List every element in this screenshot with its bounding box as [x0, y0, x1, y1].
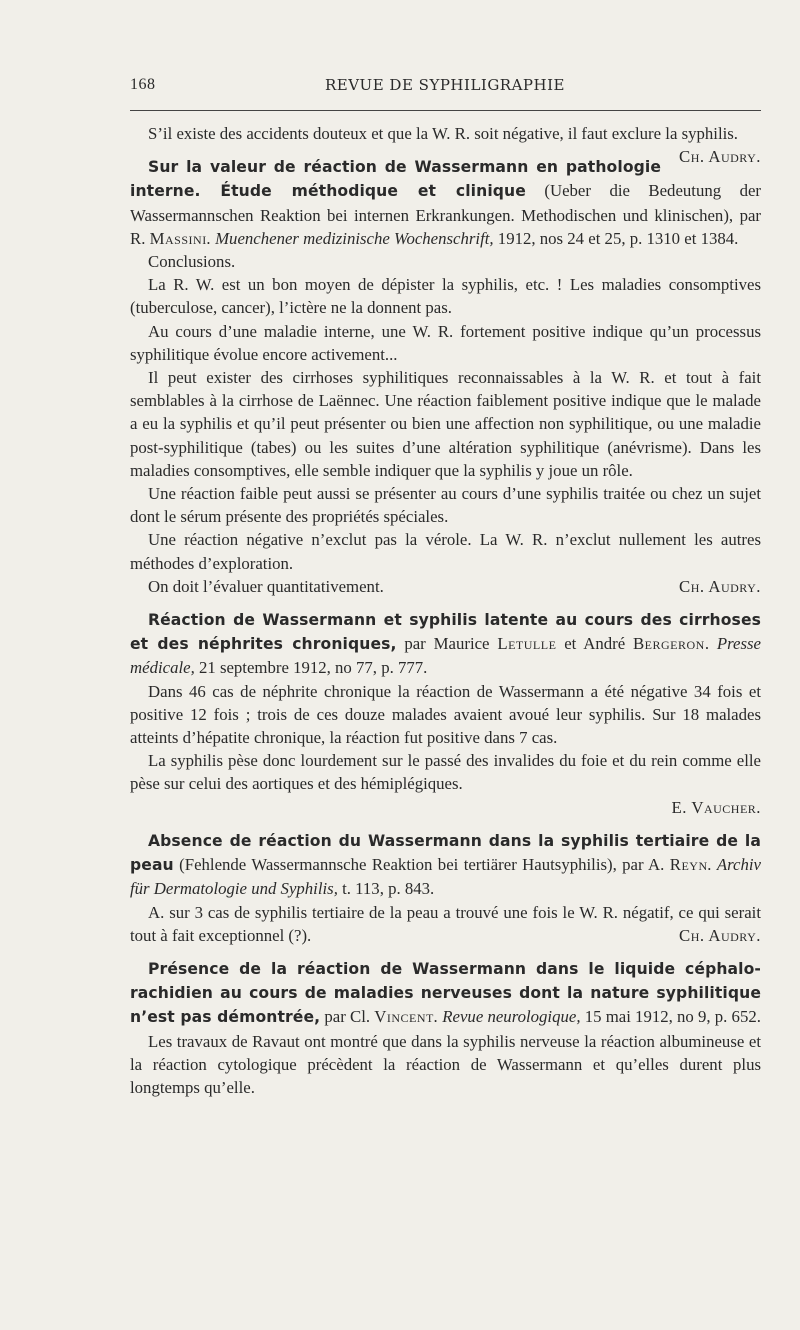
article-1-paragraph: Une réaction faible peut aussi se présenter au cours d’une syphilis traitée ou chez un sujet dont le sérum présente des propriétés spéciales.: [130, 484, 761, 527]
article-2-heading: [130, 608, 761, 680]
journal-title: REVUE DE SYPHILIGRAPHIE: [324, 76, 565, 94]
article-3-author: Reyn: [669, 855, 708, 875]
article-2-dot: .: [704, 634, 710, 654]
article-4-paragraph: Les travaux de Ravaut ont montré que dans la syphilis nerveuse la réaction albumineuse et la réaction cytologique précèdent la réaction de Wassermann et qu’elles durent plus longtemps qu’elle.: [130, 1031, 761, 1097]
article-4-author: Vincent: [374, 1007, 434, 1027]
article-1-paragraph: Une réaction négative n’exclut pas la vérole. La W. R. n’exclut nullement les autres méthodes d’exploration.: [130, 530, 761, 573]
article-4-by: par Cl.: [320, 1007, 375, 1027]
article-2-paragraph: Dans 46 cas de néphrite chronique la réaction de Wassermann a été négative 34 fois et positive 12 fois ; trois de ces douze malades avaient avoué leur syphilis. Sur 18 malades atteints d’hépatite chronique, la réaction fut positive dans 7 cas.: [130, 681, 761, 748]
article-2-journal: Presse médicale,: [130, 634, 761, 678]
article-1-author: Massini: [149, 228, 207, 248]
article-1-reference: 1912, nos 24 et 25, p. 1310 et 1384.: [493, 228, 739, 248]
article-3-title: Absence de réaction du Wassermann dans la syphilis tertiaire de la peau: [130, 831, 761, 875]
article-3-reference: t. 113, p. 843.: [337, 879, 435, 899]
article-2-by: par Maurice: [396, 634, 498, 654]
article-1-german-title: (Ueber die Bedeutung der Wassermannschen Reaktion bei internen Erkrankungen. Methodischen und klinischen), par: [130, 181, 762, 225]
article-4-journal: . Revue neurologique,: [433, 1007, 581, 1027]
article-4-title: Présence de la réaction de Wassermann dans le liquide céphalo-rachidien au cours de maladies nerveuses dont la nature syphilitique n’est pas démontrée,: [130, 959, 761, 1027]
article-1-paragraph: Au cours d’une maladie interne, une W. R. fortement positive indique qu’un processus syphilitique évolue encore activement...: [130, 321, 761, 364]
article-2-reference: 21 septembre 1912, no 77, p. 777.: [194, 658, 428, 678]
article-1-author-initial: R.: [130, 228, 150, 248]
article-1-paragraph: La R. W. est un bon moyen de dépister la syphilis, etc. ! Les maladies consomptives (tuberculose, cancer), l’ictère ne la donnent pas.: [130, 275, 761, 318]
article-2-signature: E. Vaucher.: [671, 797, 761, 817]
article-1-journal: . Muenchener medizinische Wochenschrift,: [206, 228, 494, 248]
article-1-paragraph: Il peut exister des cirrhoses syphilitiques reconnaissables à la W. R. et tout à fait semblables à la cirrhose de Laënnec. Une réaction faiblement positive indique que le malade a eu la syphilis et qu’il peut présenter ou bien une affection non syphilitique, ou une maladie post-syphilitique (tabes) ou les suites d’une altération syphilitique (anévrisme). Dans les maladies consomptives, elle semble indiquer que la syphilis y joue un rôle.: [130, 368, 761, 480]
article-3-text: A. sur 3 cas de syphilis tertiaire de la peau a trouvé une fois le W. R. négatif, ce qui serait tout à fait exceptionnel (?).: [130, 902, 761, 945]
article-2-paragraph: La syphilis pèse donc lourdement sur le passé des invalides du foie et du rein comme elle pèse sur celui des aortiques et des hémiplégiques.: [130, 751, 761, 794]
article-3-paragraph: [130, 901, 761, 947]
page-number: 168: [130, 76, 156, 93]
article-3-signature: Ch. Audry.: [679, 925, 761, 945]
header-rule: [130, 110, 761, 111]
intro-signature: Ch. Audry.: [679, 147, 761, 167]
article-1-last-paragraph: [130, 575, 761, 598]
article-1-conclusion: On doit l’évaluer quantitativement.: [148, 576, 384, 596]
article-4-reference: 15 mai 1912, no 9, p. 652.: [580, 1007, 761, 1027]
article-1-heading: [130, 155, 761, 250]
article-4-heading: [130, 957, 761, 1030]
page-body: [130, 122, 761, 1099]
article-3-heading: [130, 829, 761, 901]
intro-text: S’il existe des accidents douteux et que la W. R. soit négative, il faut exclure la syphilis.: [148, 124, 739, 143]
article-2-author-1: Letulle: [497, 634, 557, 654]
article-1-paragraph: Conclusions.: [148, 252, 236, 272]
article-1-signature: Ch. Audry.: [679, 576, 761, 596]
intro-paragraph: [130, 122, 761, 167]
article-2-title: Réaction de Wassermann et syphilis latente au cours des cirrhoses et des néphrites chroniques,: [130, 611, 761, 654]
article-2-and: et André: [556, 634, 633, 654]
article-2-author-2: Bergeron: [632, 634, 705, 654]
article-3-german-title: (Fehlende Wassermannsche Reaktion bei tertiärer Hautsyphilis), par A.: [173, 855, 670, 875]
article-1-title: Sur la valeur de réaction de Wassermann en pathologie interne. Étude méthodique et clinique: [130, 158, 662, 201]
article-3-journal: . Archiv für Dermatologie und Syphilis,: [130, 855, 761, 899]
